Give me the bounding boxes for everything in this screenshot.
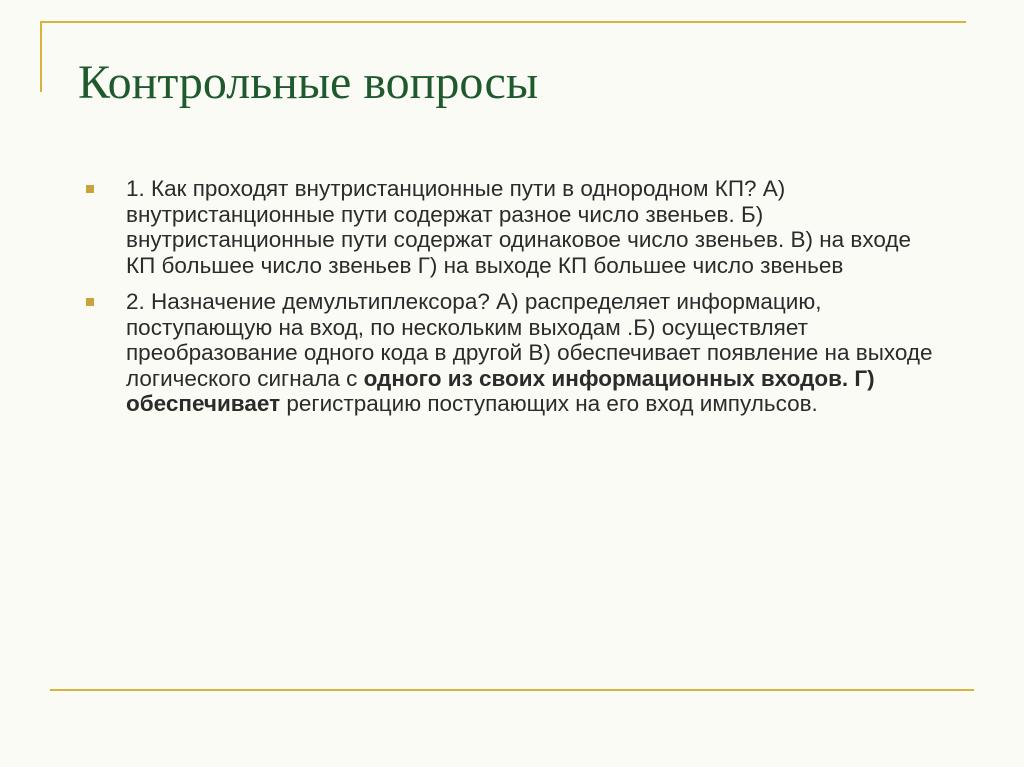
top-accent-line xyxy=(40,21,966,23)
slide-title: Контрольные вопросы xyxy=(78,56,539,109)
square-bullet-icon xyxy=(86,298,94,306)
question-item-2 xyxy=(86,289,946,417)
question-text-1: 1. Как проходят внутристанционные пути в однородном КП? А) внутристанционные пути содержат разное число звеньев. Б) внутристанционные пути содержат одинаковое число звеньев. В) на входе КП большее число звеньев Г) на выходе КП большее число звеньев xyxy=(126,176,912,278)
question-text-2-end: регистрацию поступающих на его вход импульсов. xyxy=(280,391,818,416)
question-item-1 xyxy=(86,176,946,278)
question-text-2-bold: одного из своих информационных входов. Г) обеспечивает xyxy=(126,365,875,416)
bottom-accent-line xyxy=(50,689,974,691)
square-bullet-icon xyxy=(86,185,94,193)
left-accent-line xyxy=(40,21,42,92)
question-list xyxy=(86,176,946,428)
question-text-2-start: 2. Назначение демультиплексора? А) распределяет информацию, поступающую на вход, по нескольким выходам .Б) осуществляет преобразование одного кода в другой В) обеспечивает появление на выходе логического сигнала с xyxy=(126,289,933,391)
